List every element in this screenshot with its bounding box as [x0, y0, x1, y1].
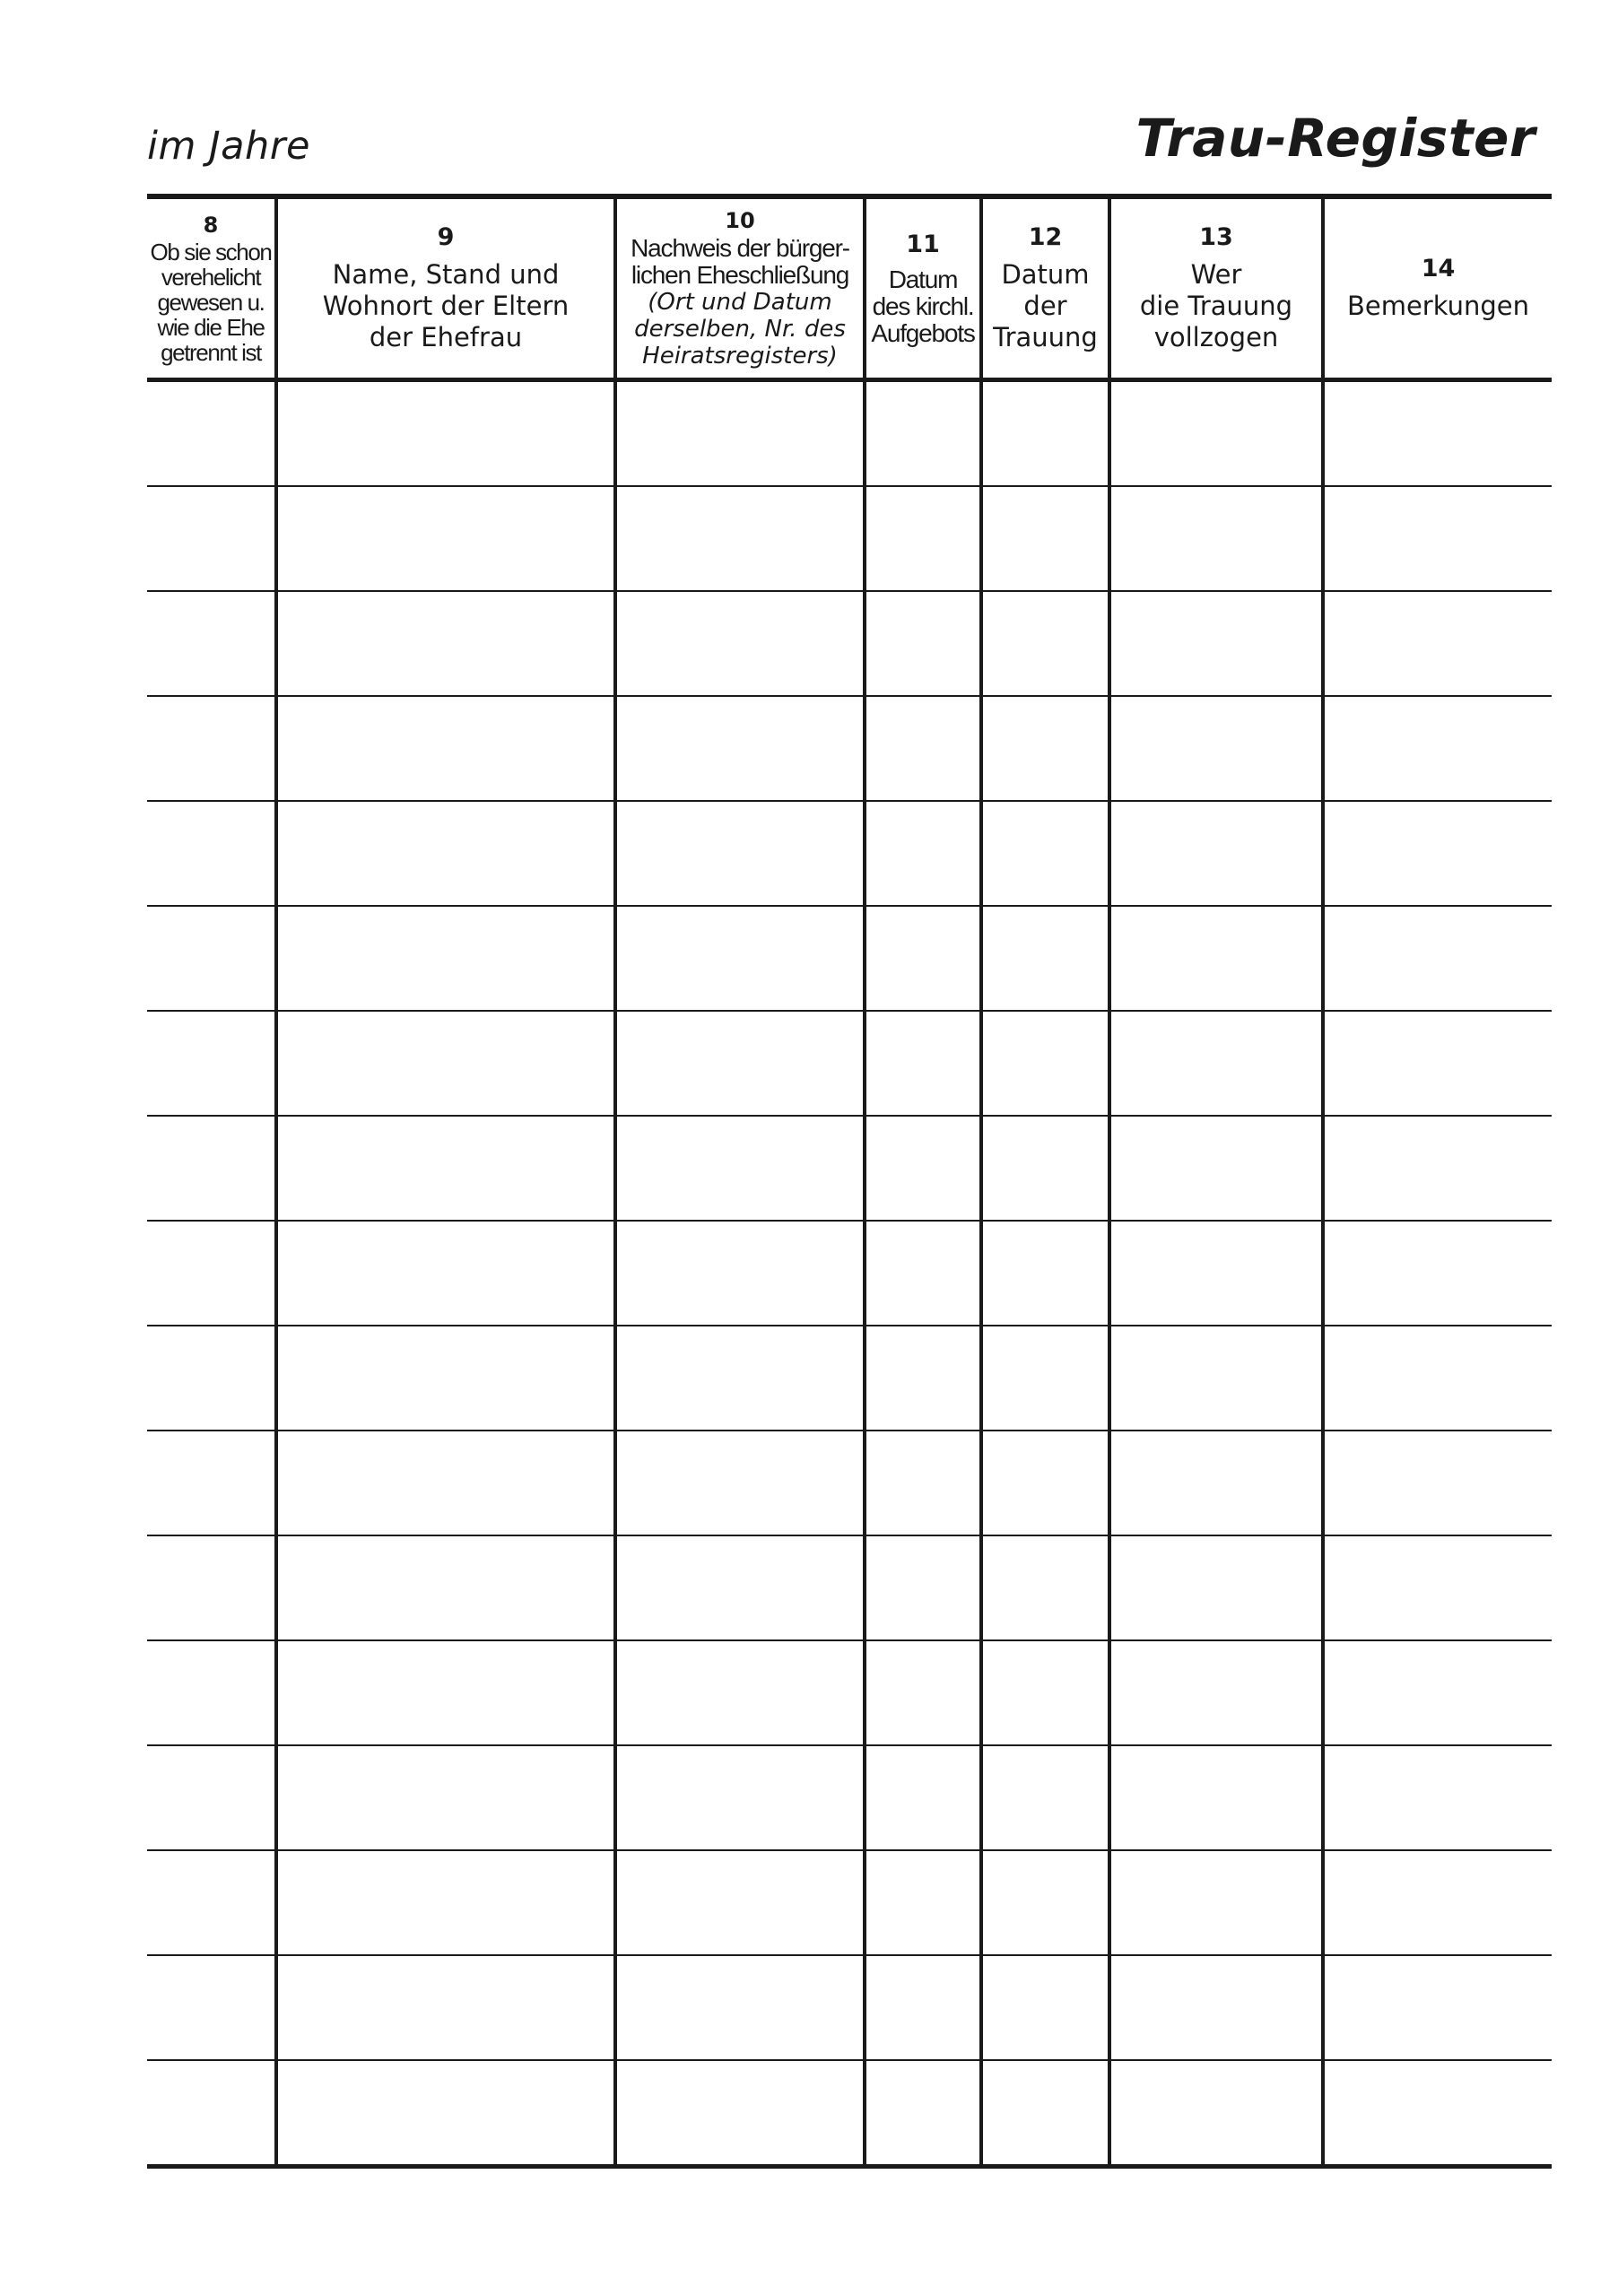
table-row: [147, 486, 1552, 591]
entry-cell-col-14[interactable]: [1323, 801, 1552, 906]
column-header-line: Ob sie schon: [150, 238, 272, 265]
table-row: [147, 380, 1552, 487]
entry-cell-col-14[interactable]: [1323, 1850, 1552, 1955]
column-number: 9: [437, 223, 455, 251]
column-header-line: der Ehefrau: [369, 322, 523, 352]
entry-cell-col-14[interactable]: [1323, 1431, 1552, 1535]
entry-cell-col-14[interactable]: [1323, 380, 1552, 487]
table-row: [147, 1955, 1552, 2060]
entry-cell-col-8[interactable]: [147, 1431, 276, 1535]
table-row: [147, 906, 1552, 1011]
entry-cell-col-14[interactable]: [1323, 1745, 1552, 1850]
entry-cell-col-11[interactable]: [865, 486, 981, 591]
entry-cell-col-10[interactable]: [615, 1955, 865, 2060]
entry-cell-col-8[interactable]: [147, 1955, 276, 2060]
column-number: 13: [1199, 223, 1233, 251]
entry-cell-col-11[interactable]: [865, 1955, 981, 2060]
table-row: [147, 1116, 1552, 1221]
column-header-line: Nachweis der bürger-: [631, 233, 849, 262]
column-header-line: lichen Eheschließung: [631, 260, 849, 289]
entry-cell-col-10[interactable]: [615, 801, 865, 906]
table-row: [147, 801, 1552, 906]
table-row: [147, 696, 1552, 801]
entry-cell-col-9[interactable]: [276, 1116, 615, 1221]
entry-cell-col-9[interactable]: [276, 696, 615, 801]
table-row: [147, 2060, 1552, 2167]
entry-cell-col-9[interactable]: [276, 1745, 615, 1850]
entry-cell-col-11[interactable]: [865, 1745, 981, 1850]
entry-cell-col-12[interactable]: [981, 380, 1109, 487]
column-header-8: [147, 199, 276, 380]
column-header-9: [276, 199, 615, 380]
entry-cell-col-8[interactable]: [147, 1326, 276, 1431]
entry-cell-col-10[interactable]: [615, 1116, 865, 1221]
table-row: [147, 1535, 1552, 1640]
entry-cell-col-11[interactable]: [865, 1011, 981, 1116]
entry-cell-col-9[interactable]: [276, 486, 615, 591]
entry-cell-col-14[interactable]: [1323, 696, 1552, 801]
entry-cell-col-11[interactable]: [865, 380, 981, 487]
entry-cell-col-9[interactable]: [276, 1326, 615, 1431]
entry-cell-col-12[interactable]: [981, 696, 1109, 801]
entry-cell-col-9[interactable]: [276, 1535, 615, 1640]
entry-cell-col-9[interactable]: [276, 1011, 615, 1116]
entry-cell-col-14[interactable]: [1323, 1955, 1552, 2060]
column-header-line: Datum: [888, 265, 958, 293]
entry-cell-col-10[interactable]: [615, 380, 865, 487]
entry-cell-col-10[interactable]: [615, 1431, 865, 1535]
entry-cell-col-9[interactable]: [276, 2060, 615, 2167]
column-header-note-line: (Ort und Datum: [648, 288, 832, 316]
column-header-12: [981, 199, 1109, 380]
column-number: 8: [203, 212, 219, 238]
entry-cell-col-8[interactable]: [147, 1011, 276, 1116]
entry-cell-col-11[interactable]: [865, 1116, 981, 1221]
column-number: 10: [725, 207, 755, 233]
entry-cell-col-10[interactable]: [615, 486, 865, 591]
entry-cell-col-12[interactable]: [981, 2060, 1109, 2167]
table-row: [147, 1431, 1552, 1535]
column-number: 11: [906, 230, 940, 258]
entry-cell-col-12[interactable]: [981, 1640, 1109, 1745]
column-header-line: Trauung: [993, 322, 1098, 352]
entry-cell-col-13[interactable]: [1109, 1221, 1323, 1326]
entry-cell-col-13[interactable]: [1109, 1850, 1323, 1955]
entry-cell-col-8[interactable]: [147, 906, 276, 1011]
table-row: [147, 591, 1552, 696]
entry-cell-col-13[interactable]: [1109, 1745, 1323, 1850]
entry-cell-col-9[interactable]: [276, 1955, 615, 2060]
entry-cell-col-10[interactable]: [615, 1221, 865, 1326]
entry-cell-col-9[interactable]: [276, 1221, 615, 1326]
entry-cell-col-14[interactable]: [1323, 906, 1552, 1011]
entry-cell-col-9[interactable]: [276, 380, 615, 487]
entry-cell-col-12[interactable]: [981, 486, 1109, 591]
entry-cell-col-12[interactable]: [981, 1221, 1109, 1326]
entry-cell-col-12[interactable]: [981, 1011, 1109, 1116]
entry-cell-col-13[interactable]: [1109, 1640, 1323, 1745]
entry-cell-col-9[interactable]: [276, 1640, 615, 1745]
column-header-note-line: Heiratsregisters): [642, 342, 838, 370]
entry-cell-col-14[interactable]: [1323, 1116, 1552, 1221]
entry-cell-col-9[interactable]: [276, 906, 615, 1011]
entry-cell-col-8[interactable]: [147, 1640, 276, 1745]
entry-cell-col-11[interactable]: [865, 2060, 981, 2167]
entry-cell-col-12[interactable]: [981, 1116, 1109, 1221]
header-row: [147, 199, 1552, 380]
entry-cell-col-13[interactable]: [1109, 591, 1323, 696]
column-header-line: Wer: [1190, 259, 1242, 290]
entry-cell-col-12[interactable]: [981, 1326, 1109, 1431]
entry-cell-col-8[interactable]: [147, 1745, 276, 1850]
entry-cell-col-12[interactable]: [981, 1535, 1109, 1640]
entry-cell-col-8[interactable]: [147, 2060, 276, 2167]
entry-cell-col-14[interactable]: [1323, 1535, 1552, 1640]
entry-cell-col-11[interactable]: [865, 1850, 981, 1955]
table-row: [147, 1640, 1552, 1745]
entry-cell-col-12[interactable]: [981, 1431, 1109, 1535]
entry-cell-col-13[interactable]: [1109, 1011, 1323, 1116]
table-row: [147, 1745, 1552, 1850]
entry-cell-col-8[interactable]: [147, 1116, 276, 1221]
entry-cell-col-8[interactable]: [147, 380, 276, 487]
column-header-line: der: [1023, 291, 1067, 321]
register-body: [147, 380, 1552, 2167]
column-header-13: [1109, 199, 1323, 380]
entry-cell-col-13[interactable]: [1109, 1326, 1323, 1431]
entry-cell-col-10[interactable]: [615, 1535, 865, 1640]
entry-cell-col-8[interactable]: [147, 1850, 276, 1955]
entry-cell-col-13[interactable]: [1109, 696, 1323, 801]
column-header-line: getrennt ist: [161, 338, 261, 366]
entry-cell-col-11[interactable]: [865, 801, 981, 906]
entry-cell-col-13[interactable]: [1109, 906, 1323, 1011]
entry-cell-col-13[interactable]: [1109, 1535, 1323, 1640]
entry-cell-col-11[interactable]: [865, 1640, 981, 1745]
column-header-line: wie die Ehe: [157, 313, 265, 341]
column-header-line: Datum: [1001, 259, 1090, 290]
column-number: 14: [1421, 255, 1456, 283]
entry-cell-col-11[interactable]: [865, 1431, 981, 1535]
entry-cell-col-11[interactable]: [865, 591, 981, 696]
year-label: im Jahre: [147, 124, 310, 169]
entry-cell-col-9[interactable]: [276, 591, 615, 696]
column-header-line: Wohnort der Eltern: [322, 291, 570, 321]
column-header-line: die Trauung: [1139, 291, 1293, 321]
column-number: 12: [1028, 223, 1063, 251]
entry-cell-col-11[interactable]: [865, 696, 981, 801]
entry-cell-col-14[interactable]: [1323, 2060, 1552, 2167]
table-row: [147, 1011, 1552, 1116]
entry-cell-col-14[interactable]: [1323, 1011, 1552, 1116]
entry-cell-col-8[interactable]: [147, 591, 276, 696]
entry-cell-col-10[interactable]: [615, 2060, 865, 2167]
column-header-line: Name, Stand und: [332, 259, 560, 290]
entry-cell-col-12[interactable]: [981, 1955, 1109, 2060]
entry-cell-col-8[interactable]: [147, 1535, 276, 1640]
entry-cell-col-13[interactable]: [1109, 380, 1323, 487]
entry-cell-col-12[interactable]: [981, 801, 1109, 906]
entry-cell-col-13[interactable]: [1109, 486, 1323, 591]
page-title: Trau-Register: [1135, 108, 1535, 169]
column-header-line: vollzogen: [1153, 322, 1279, 352]
entry-cell-col-10[interactable]: [615, 1850, 865, 1955]
entry-cell-col-9[interactable]: [276, 1431, 615, 1535]
entry-cell-col-8[interactable]: [147, 1221, 276, 1326]
table-row: [147, 1326, 1552, 1431]
column-header-note-line: derselben, Nr. des: [634, 315, 846, 343]
entry-cell-col-8[interactable]: [147, 801, 276, 906]
entry-cell-col-10[interactable]: [615, 1745, 865, 1850]
entry-cell-col-13[interactable]: [1109, 1955, 1323, 2060]
column-header-line: verehelicht: [161, 263, 261, 291]
column-header-14: [1323, 199, 1552, 380]
entry-cell-col-12[interactable]: [981, 1850, 1109, 1955]
entry-cell-col-14[interactable]: [1323, 1326, 1552, 1431]
column-header-line: Aufgebots: [871, 318, 975, 347]
column-header-line: Bemerkungen: [1346, 291, 1530, 321]
entry-cell-col-14[interactable]: [1323, 591, 1552, 696]
column-header-line: gewesen u.: [157, 288, 265, 316]
entry-cell-col-13[interactable]: [1109, 801, 1323, 906]
entry-cell-col-11[interactable]: [865, 906, 981, 1011]
register-table: [147, 199, 1552, 2169]
entry-cell-col-8[interactable]: [147, 486, 276, 591]
entry-cell-col-13[interactable]: [1109, 1116, 1323, 1221]
entry-cell-col-11[interactable]: [865, 1535, 981, 1640]
entry-cell-col-10[interactable]: [615, 906, 865, 1011]
column-header-10: [615, 199, 865, 380]
entry-cell-col-10[interactable]: [615, 591, 865, 696]
entry-cell-col-10[interactable]: [615, 1640, 865, 1745]
entry-cell-col-13[interactable]: [1109, 2060, 1323, 2167]
entry-cell-col-11[interactable]: [865, 1326, 981, 1431]
entry-cell-col-12[interactable]: [981, 591, 1109, 696]
entry-cell-col-11[interactable]: [865, 1221, 981, 1326]
entry-cell-col-12[interactable]: [981, 906, 1109, 1011]
entry-cell-col-14[interactable]: [1323, 1640, 1552, 1745]
entry-cell-col-10[interactable]: [615, 1011, 865, 1116]
entry-cell-col-13[interactable]: [1109, 1431, 1323, 1535]
entry-cell-col-10[interactable]: [615, 1326, 865, 1431]
entry-cell-col-9[interactable]: [276, 1850, 615, 1955]
column-header-line: des kirchl.: [872, 291, 974, 320]
table-row: [147, 1221, 1552, 1326]
table-row: [147, 1850, 1552, 1955]
entry-cell-col-8[interactable]: [147, 696, 276, 801]
entry-cell-col-14[interactable]: [1323, 1221, 1552, 1326]
column-header-11: [865, 199, 981, 380]
entry-cell-col-9[interactable]: [276, 801, 615, 906]
entry-cell-col-10[interactable]: [615, 696, 865, 801]
entry-cell-col-14[interactable]: [1323, 486, 1552, 591]
entry-cell-col-12[interactable]: [981, 1745, 1109, 1850]
